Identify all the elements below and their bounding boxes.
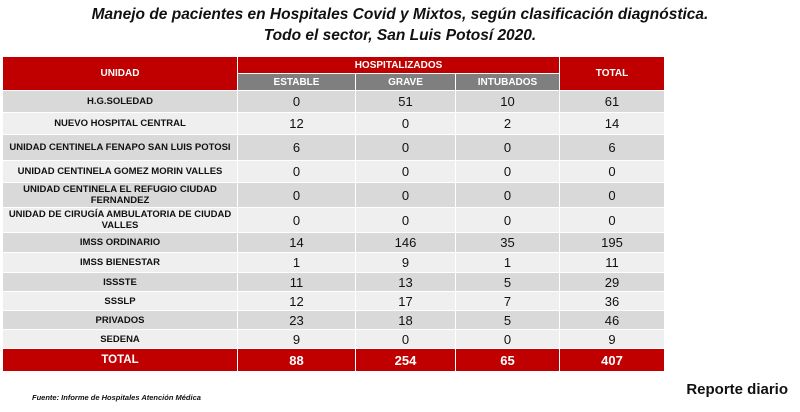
intubados-value: 5	[456, 273, 560, 292]
grave-value: 146	[356, 233, 456, 253]
estable-value: 23	[238, 311, 356, 330]
total-value: 9	[560, 330, 665, 349]
table-row	[3, 233, 665, 253]
table-row	[3, 311, 665, 330]
estable-value: 12	[238, 292, 356, 311]
intubados-value: 0	[456, 208, 560, 233]
unit-name: UNIDAD DE CIRUGÍA AMBULATORIA DE CIUDAD VALLES	[3, 208, 238, 233]
header-unidad: UNIDAD	[3, 57, 238, 91]
unit-name: IMSS BIENESTAR	[3, 253, 238, 273]
total-value: 46	[560, 311, 665, 330]
table-row	[3, 330, 665, 349]
estable-value: 0	[238, 161, 356, 183]
intubados-value: 5	[456, 311, 560, 330]
total-value: 0	[560, 183, 665, 208]
total-value: 0	[560, 161, 665, 183]
table-row	[3, 91, 665, 113]
grave-value: 0	[356, 330, 456, 349]
totals-label: TOTAL	[3, 349, 238, 372]
totals-row	[3, 349, 665, 372]
total-value: 6	[560, 135, 665, 161]
intubados-value: 0	[456, 330, 560, 349]
intubados-value: 0	[456, 183, 560, 208]
total-intubados: 65	[456, 349, 560, 372]
unit-name: NUEVO HOSPITAL CENTRAL	[3, 113, 238, 135]
intubados-value: 35	[456, 233, 560, 253]
header-estable: ESTABLE	[238, 74, 356, 91]
title-line-1: Manejo de pacientes en Hospitales Covid y Mixtos, según clasificación diagnóstica.	[91, 6, 709, 23]
unit-name: H.G.SOLEDAD	[3, 91, 238, 113]
intubados-value: 0	[456, 135, 560, 161]
grave-value: 0	[356, 208, 456, 233]
header-total: TOTAL	[560, 57, 665, 91]
unit-name: IMSS ORDINARIO	[3, 233, 238, 253]
intubados-value: 2	[456, 113, 560, 135]
grand-total: 407	[560, 349, 665, 372]
hospital-patients-table	[2, 56, 665, 372]
estable-value: 6	[238, 135, 356, 161]
table-row	[3, 253, 665, 273]
estable-value: 0	[238, 91, 356, 113]
unit-name: PRIVADOS	[3, 311, 238, 330]
total-value: 14	[560, 113, 665, 135]
unit-name: SEDENA	[3, 330, 238, 349]
intubados-value: 7	[456, 292, 560, 311]
unit-name: UNIDAD CENTINELA GOMEZ MORIN VALLES	[3, 161, 238, 183]
header-hospitalizados: HOSPITALIZADOS	[238, 57, 560, 74]
grave-value: 9	[356, 253, 456, 273]
estable-value: 14	[238, 233, 356, 253]
estable-value: 0	[238, 208, 356, 233]
header-intubados: INTUBADOS	[456, 74, 560, 91]
grave-value: 13	[356, 273, 456, 292]
intubados-value: 10	[456, 91, 560, 113]
total-value: 29	[560, 273, 665, 292]
total-value: 195	[560, 233, 665, 253]
grave-value: 0	[356, 113, 456, 135]
grave-value: 17	[356, 292, 456, 311]
grave-value: 51	[356, 91, 456, 113]
total-estable: 88	[238, 349, 356, 372]
title-line-2: Todo el sector, San Luis Potosí 2020.	[263, 27, 537, 44]
unit-name: SSSLP	[3, 292, 238, 311]
total-value: 11	[560, 253, 665, 273]
table-row	[3, 292, 665, 311]
grave-value: 18	[356, 311, 456, 330]
unit-name: UNIDAD CENTINELA EL REFUGIO CIUDAD FERNANDEZ	[3, 183, 238, 208]
grave-value: 0	[356, 183, 456, 208]
unit-name: ISSSTE	[3, 273, 238, 292]
intubados-value: 0	[456, 161, 560, 183]
table-row	[3, 113, 665, 135]
table-row	[3, 135, 665, 161]
grave-value: 0	[356, 161, 456, 183]
total-value: 0	[560, 208, 665, 233]
unit-name: UNIDAD CENTINELA FENAPO SAN LUIS POTOSI	[3, 135, 238, 161]
table-row	[3, 161, 665, 183]
table-row	[3, 183, 665, 208]
total-value: 61	[560, 91, 665, 113]
source-footnote: Fuente: Informe de Hospitales Atención Médica	[32, 393, 201, 402]
estable-value: 1	[238, 253, 356, 273]
table-row	[3, 208, 665, 233]
header-grave: GRAVE	[356, 74, 456, 91]
table-row	[3, 273, 665, 292]
total-value: 36	[560, 292, 665, 311]
estable-value: 12	[238, 113, 356, 135]
grave-value: 0	[356, 135, 456, 161]
estable-value: 9	[238, 330, 356, 349]
intubados-value: 1	[456, 253, 560, 273]
estable-value: 0	[238, 183, 356, 208]
total-grave: 254	[356, 349, 456, 372]
estable-value: 11	[238, 273, 356, 292]
report-title	[0, 4, 800, 46]
report-label: Reporte diario	[686, 381, 788, 398]
